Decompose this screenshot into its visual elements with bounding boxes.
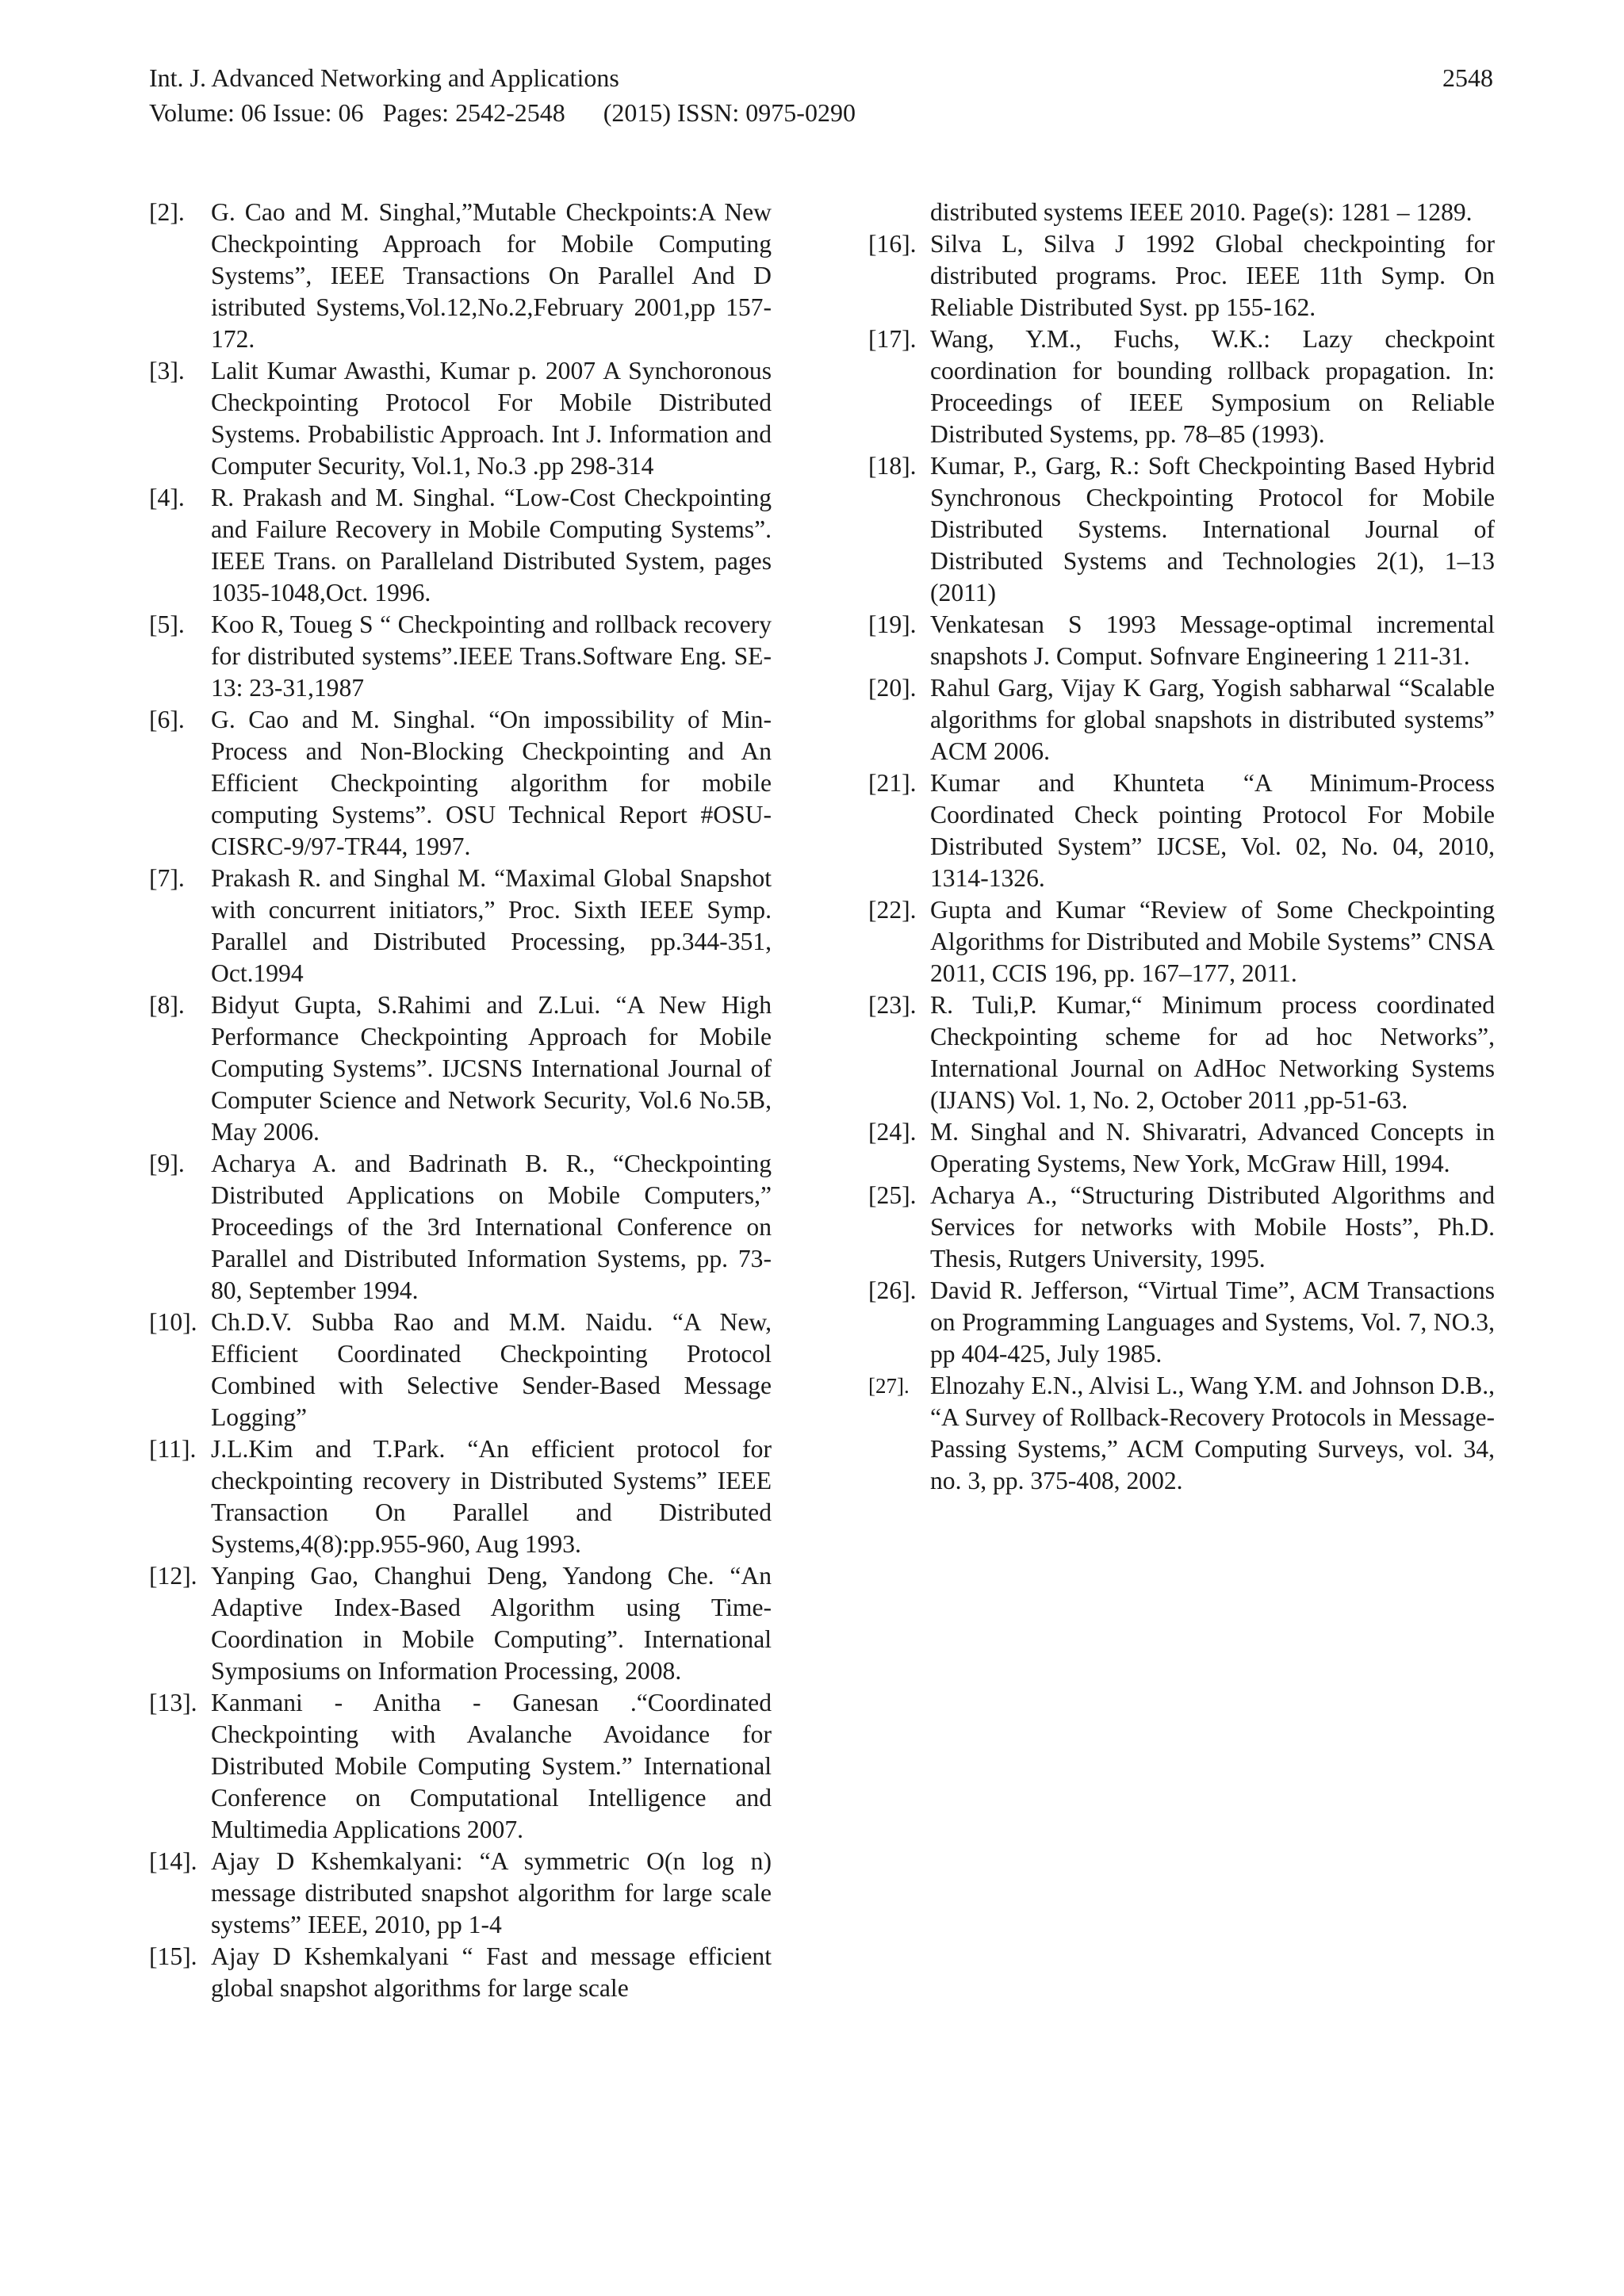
reference-text: Kumar and Khunteta “A Minimum-Process Coordinated Check pointing Protocol For Mobile Distributed System” IJCSE, Vol. 02, No. 04, 2010, 1314-1326. <box>930 769 1495 892</box>
reference-text: M. Singhal and N. Shivaratri, Advanced Concepts in Operating Systems, New York, McGraw Hill, 1994. <box>930 1118 1495 1177</box>
reference-number: [6]. <box>149 706 185 733</box>
reference-text: Ajay D Kshemkalyani “ Fast and message efficient global snapshot algorithms for large scale <box>211 1942 772 2002</box>
reference-item <box>149 863 772 989</box>
reference-item <box>149 989 772 1148</box>
reference-number: [18]. <box>868 452 917 480</box>
reference-item <box>868 894 1495 989</box>
reference-continuation <box>868 197 1495 228</box>
reference-text: Acharya A. and Badrinath B. R., “Checkpointing Distributed Applications on Mobile Computers,” Proceedings of the 3rd International Conference on Parallel and Distributed Information Systems, pp. 73-80, September 1994. <box>211 1150 772 1304</box>
reference-item <box>868 989 1495 1116</box>
references-right-column <box>868 197 1495 1497</box>
reference-number: [22]. <box>868 896 917 924</box>
reference-number: [11]. <box>149 1435 197 1463</box>
reference-number: [9]. <box>149 1150 185 1177</box>
reference-text: David R. Jefferson, “Virtual Time”, ACM Transactions on Programming Languages and Systems, Vol. 7, NO.3, pp 404-425, July 1985. <box>930 1276 1495 1368</box>
reference-text: Elnozahy E.N., Alvisi L., Wang Y.M. and Johnson D.B., “A Survey of Rollback-Recovery Protocols in Message-Passing Systems,” ACM Computing Surveys, vol. 34, no. 3, pp. 375-408, 2002. <box>930 1372 1495 1494</box>
reference-number: [16]. <box>868 230 917 258</box>
reference-text: G. Cao and M. Singhal,”Mutable Checkpoints:A New Checkpointing Approach for Mobile Computing Systems”, IEEE Transactions On Parallel And D istributed Systems,Vol.12,No.2,February 2001,pp 157-172. <box>211 198 772 353</box>
reference-number: [19]. <box>868 610 917 638</box>
reference-text: J.L.Kim and T.Park. “An efficient protocol for checkpointing recovery in Distributed Systems” IEEE Transaction On Parallel and Distributed Systems,4(8):pp.955-960, Aug 1993. <box>211 1435 772 1558</box>
reference-number: [13]. <box>149 1689 197 1716</box>
header-top-row <box>149 60 1493 95</box>
reference-text: Silva L, Silva J 1992 Global checkpointing for distributed programs. Proc. IEEE 11th Symp. On Reliable Distributed Syst. pp 155-162. <box>930 230 1495 321</box>
reference-item <box>868 1275 1495 1370</box>
reference-text: Ajay D Kshemkalyani: “A symmetric O(n log n) message distributed snapshot algorithm for large scale systems” IEEE, 2010, pp 1-4 <box>211 1847 772 1938</box>
reference-item <box>149 1687 772 1846</box>
reference-number: [17]. <box>868 325 917 353</box>
reference-text: distributed systems IEEE 2010. Page(s): 1281 – 1289. <box>930 198 1473 226</box>
reference-text: Lalit Kumar Awasthi, Kumar p. 2007 A Synchoronous Checkpointing Protocol For Mobile Distributed Systems. Probabilistic Approach. Int J. Information and Computer Security, Vol.1, No.3 .pp 298-314 <box>211 357 772 480</box>
reference-item <box>868 609 1495 672</box>
reference-text: Venkatesan S 1993 Message-optimal incremental snapshots J. Comput. Sofnvare Engineering 1 211-31. <box>930 610 1495 670</box>
reference-number: [10]. <box>149 1308 197 1336</box>
reference-item <box>149 1148 772 1307</box>
reference-item <box>868 228 1495 323</box>
reference-text: Wang, Y.M., Fuchs, W.K.: Lazy checkpoint coordination for bounding rollback propagation. In: Proceedings of IEEE Symposium on Reliable Distributed Systems, pp. 78–85 (1993). <box>930 325 1495 448</box>
reference-text: Kumar, P., Garg, R.: Soft Checkpointing Based Hybrid Synchronous Checkpointing Protocol for Mobile Distributed Systems. International Journal of Distributed Systems and Technologies 2(1), 1–13 (2011) <box>930 452 1495 607</box>
reference-text: R. Tuli,P. Kumar,“ Minimum process coordinated Checkpointing scheme for ad hoc Networks”, International Journal on AdHoc Networking Systems (IJANS) Vol. 1, No. 2, October 2011 ,pp-51-63. <box>930 991 1495 1114</box>
reference-number: [7]. <box>149 864 185 892</box>
reference-number: [12]. <box>149 1562 197 1590</box>
reference-number: [20]. <box>868 674 917 702</box>
reference-number: [2]. <box>149 198 185 226</box>
reference-item <box>149 609 772 704</box>
reference-item <box>149 1846 772 1941</box>
reference-item <box>149 704 772 863</box>
reference-item <box>149 355 772 482</box>
reference-text: Prakash R. and Singhal M. “Maximal Global Snapshot with concurrent initiators,” Proc. Sixth IEEE Symp. Parallel and Distributed Processing, pp.344-351, Oct.1994 <box>211 864 772 987</box>
reference-number: [23]. <box>868 991 917 1019</box>
reference-item <box>868 1180 1495 1275</box>
reference-text: Yanping Gao, Changhui Deng, Yandong Che. “An Adaptive Index-Based Algorithm using Time-Coordination in Mobile Computing”. International Symposiums on Information Processing, 2008. <box>211 1562 772 1685</box>
reference-item <box>149 1307 772 1433</box>
reference-number: [8]. <box>149 991 185 1019</box>
reference-text: G. Cao and M. Singhal. “On impossibility of Min-Process and Non-Blocking Checkpointing and An Efficient Checkpointing algorithm for mobile computing Systems”. OSU Technical Report #OSU-CISRC-9/97-TR44, 1997. <box>211 706 772 860</box>
reference-item <box>868 767 1495 894</box>
reference-number: [3]. <box>149 357 185 385</box>
reference-item <box>149 1941 772 2004</box>
reference-text: Koo R, Toueg S “ Checkpointing and rollback recovery for distributed systems”.IEEE Trans.Software Eng. SE-13: 23-31,1987 <box>211 610 772 702</box>
reference-item <box>868 323 1495 450</box>
reference-item <box>868 1370 1495 1497</box>
reference-item <box>149 1560 772 1687</box>
reference-number: [14]. <box>149 1847 197 1875</box>
reference-number: [24]. <box>868 1118 917 1146</box>
reference-number: [27]. <box>868 1374 910 1398</box>
reference-text: Rahul Garg, Vijay K Garg, Yogish sabharwal “Scalable algorithms for global snapshots in distributed systems” ACM 2006. <box>930 674 1495 765</box>
volume-info: Volume: 06 Issue: 06 Pages: 2542-2548 (2015) ISSN: 0975-0290 <box>149 98 856 127</box>
reference-item <box>149 1433 772 1560</box>
reference-item <box>149 197 772 355</box>
reference-text: R. Prakash and M. Singhal. “Low-Cost Checkpointing and Failure Recovery in Mobile Computing Systems”. IEEE Trans. on Paralleland Distributed System, pages 1035-1048,Oct. 1996. <box>211 484 772 607</box>
reference-number: [5]. <box>149 610 185 638</box>
references-left-column <box>149 197 772 2004</box>
reference-item <box>149 482 772 609</box>
reference-number: [26]. <box>868 1276 917 1304</box>
reference-item <box>868 1116 1495 1180</box>
reference-text: Gupta and Kumar “Review of Some Checkpointing Algorithms for Distributed and Mobile Systems” CNSA 2011, CCIS 196, pp. 167–177, 2011. <box>930 896 1495 987</box>
reference-item <box>868 672 1495 767</box>
reference-number: [15]. <box>149 1942 197 1970</box>
reference-item <box>868 450 1495 609</box>
reference-text: Acharya A., “Structuring Distributed Algorithms and Services for networks with Mobile Hosts”, Ph.D. Thesis, Rutgers University, 1995. <box>930 1181 1495 1272</box>
reference-number: [4]. <box>149 484 185 511</box>
reference-number: [25]. <box>868 1181 917 1209</box>
page-number: 2548 <box>1442 63 1493 92</box>
reference-number: [21]. <box>868 769 917 797</box>
journal-name: Int. J. Advanced Networking and Applications <box>149 63 619 92</box>
page-header <box>149 60 1493 130</box>
reference-text: Kanmani - Anitha - Ganesan .“Coordinated Checkpointing with Avalanche Avoidance for Distributed Mobile Computing System.” International Conference on Computational Intelligence and Multimedia Applications 2007. <box>211 1689 772 1843</box>
reference-text: Ch.D.V. Subba Rao and M.M. Naidu. “A New, Efficient Coordinated Checkpointing Protocol Combined with Selective Sender-Based Message Logging” <box>211 1308 772 1431</box>
reference-text: Bidyut Gupta, S.Rahimi and Z.Lui. “A New High Performance Checkpointing Approach for Mobile Computing Systems”. IJCSNS International Journal of Computer Science and Network Security, Vol.6 No.5B, May 2006. <box>211 991 772 1146</box>
